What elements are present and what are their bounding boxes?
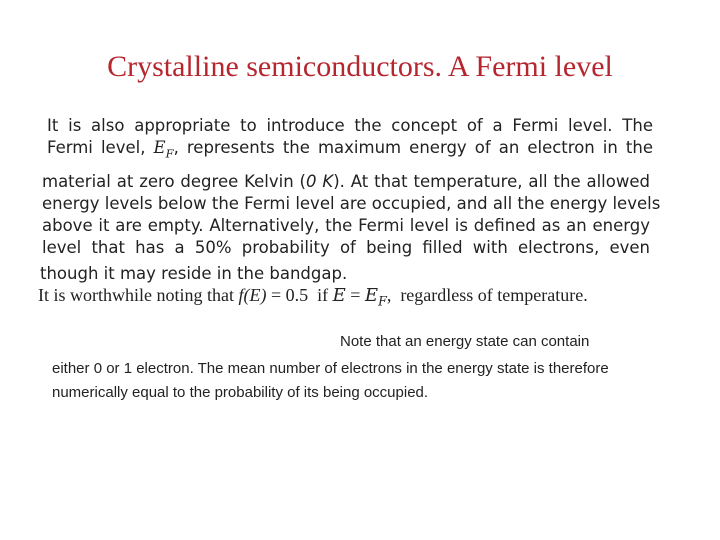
paragraph-line [47,138,653,160]
text-span: ). At that temperature, all the allowed [333,172,650,191]
fermi-energy-symbol: $E_F$ [153,138,174,161]
paragraph-line: It is also appropriate to introduce the concept of a Fermi level. The [47,116,653,135]
zero-kelvin-symbol: 0 K [306,172,334,191]
text-span: Fermi level, [47,138,146,157]
paragraph-line: either 0 or 1 electron. The mean number of electrons in the energy state is therefore [52,360,609,377]
text-span: regardless of temperature. [400,285,588,305]
paragraph-line [42,172,650,191]
occupation-function: f(E) [238,285,267,305]
text-span: = 0.5 [270,285,309,305]
paragraph-line: energy levels below the Fermi level are occupied, and all the energy levels [42,194,661,213]
text-span: material at zero degree Kelvin ( [42,172,306,191]
paragraph-line [38,285,588,309]
slide-title: Crystalline semiconductors. A Fermi level [107,50,613,83]
equals-sign: = [350,285,361,305]
fermi-energy-symbol: $E_F$ [364,285,387,309]
text-span: , represents the maximum energy of an electron in the [173,138,653,157]
text-span: if [317,285,329,305]
paragraph-line: numerically equal to the probability of its being occupied. [52,384,429,401]
text-span: It is worthwhile noting that [38,285,234,305]
paragraph-line: though it may reside in the bandgap. [40,264,348,283]
paragraph-line: level that has a 50% probability of being filled with electrons, even [42,238,650,257]
text-span: , [386,285,392,305]
paragraph-line: Note that an energy state can contain [340,333,590,350]
energy-symbol: E [332,285,346,306]
paragraph-line: above it are empty. Alternatively, the Fermi level is defined as an energy [42,216,650,235]
